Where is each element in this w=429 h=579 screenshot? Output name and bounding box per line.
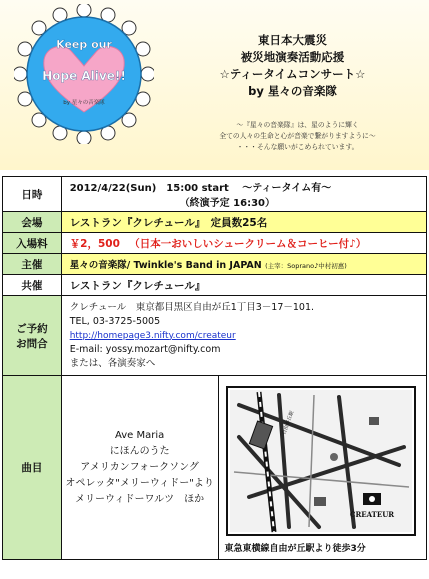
hope-alive-logo [14, 4, 154, 144]
map-graphic [219, 377, 424, 559]
contact-label-line1: ご予約 [16, 322, 48, 335]
organizer-note: (主宰：Soprano♪中村初惠) [265, 262, 347, 270]
venue-label: 会場 [3, 212, 62, 233]
program-value [61, 376, 218, 560]
contact-other: または、各演奏家へ [69, 357, 156, 369]
shop-name: CREATEUR [349, 509, 394, 519]
date-value [61, 177, 426, 212]
song-item: にほんのうた [109, 445, 170, 457]
venue-value: レストラン『クレチュール』 定員数25名 [61, 212, 426, 233]
logo-line1: Keep our [56, 38, 112, 51]
song-item: アメリカンフォークソング [80, 461, 199, 473]
row-organizer [3, 254, 427, 275]
date-line2: （終演予定 16:30） [179, 198, 275, 209]
homepage-link[interactable]: http://homepage3.nifty.com/createur [69, 330, 236, 341]
landmark-marker [369, 417, 379, 425]
row-date [3, 177, 427, 212]
title-line2: 被災地演奏活動応援 [240, 50, 345, 64]
row-fee [3, 233, 427, 254]
logo-byline: by 星々の音楽隊 [63, 100, 105, 106]
row-venue [3, 212, 427, 233]
event-info-table [2, 176, 427, 560]
date-label: 日時 [3, 177, 62, 212]
organizer-name: 星々の音楽隊/ Twinkle's Band in JAPAN [69, 260, 262, 271]
landmark-marker [330, 453, 338, 461]
logo-line2: Hope Alive!! [42, 69, 126, 83]
organizer-label: 主催 [3, 254, 62, 275]
createur-shop-marker [363, 493, 381, 505]
title-line3: ☆ティータイムコンサート☆ [219, 67, 366, 81]
row-program [3, 376, 427, 560]
row-cohost [3, 275, 427, 296]
date-line1: 2012/4/22(Sun) 15:00 start ～ティータイム有～ [69, 183, 332, 194]
contact-label-line2: お問合 [16, 337, 48, 350]
map-cell [218, 376, 426, 560]
song-item: Ave Maria [114, 429, 165, 441]
flyer-header [0, 0, 429, 170]
contact-email[interactable]: E-mail: yossy.mozart@nifty.com [69, 343, 221, 355]
access-map [219, 377, 424, 559]
contact-label [3, 296, 62, 376]
tagline-line2: 全ての人々の生命と心が音楽で繋がりますように～ [219, 132, 376, 140]
fee-note: （日本一おいしいシュークリーム＆コーヒー付♪） [129, 237, 367, 250]
song-item: メリーウィドーワルツ ほか [75, 493, 205, 505]
tagline-line3: ・・・そんな願いがこめられています。 [236, 143, 359, 151]
cohost-value: レストラン『クレチュール』 [61, 275, 426, 296]
row-contact [3, 296, 427, 376]
title-line4: by 星々の音楽隊 [248, 84, 337, 98]
title-line1: 東日本大震災 [258, 33, 327, 47]
fee-label: 入場料 [3, 233, 62, 254]
contact-address: クレチュール 東京都目黒区自由が丘1丁目3－17－101. [69, 301, 315, 313]
song-list [64, 428, 216, 508]
fee-price: ￥2，500 [69, 237, 120, 250]
contact-value [61, 296, 426, 376]
song-item: オペレッタ"メリーウィドー"より [65, 477, 214, 489]
tagline [180, 120, 415, 153]
contact-tel: TEL, 03-3725-5005 [69, 315, 161, 327]
cohost-label: 共催 [3, 275, 62, 296]
station-label: 自由が丘駅 [280, 409, 295, 436]
landmark-marker [314, 497, 326, 506]
fee-value [61, 233, 426, 254]
tagline-line1: ～『星々の音楽隊』は、星のように輝く [236, 121, 359, 129]
program-label: 曲目 [3, 376, 62, 560]
organizer-value [61, 254, 426, 275]
map-caption: 東急東横線自由が丘駅より徒歩3分 [224, 543, 366, 554]
concert-title [170, 32, 415, 100]
